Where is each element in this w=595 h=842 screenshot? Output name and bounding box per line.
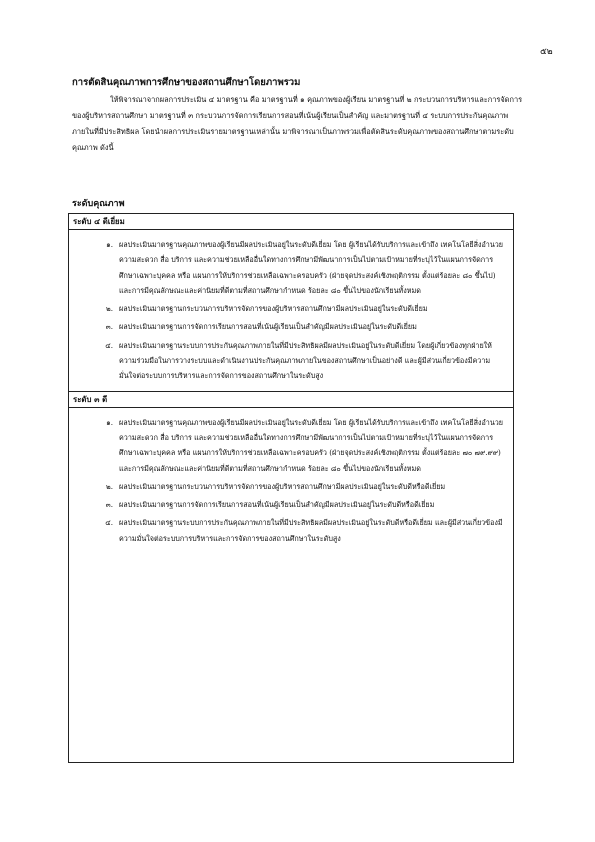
- criteria-item: [69, 319, 507, 334]
- criteria-item: [69, 497, 507, 512]
- criteria-item: [69, 338, 507, 384]
- criteria-number: ๔.: [105, 518, 113, 528]
- page-number: ๕๒: [540, 47, 553, 57]
- section-heading: การตัดสินคุณภาพการศึกษาของสถานศึกษาโดยภาพรวม: [72, 77, 301, 88]
- criteria-number: ๑.: [106, 417, 113, 427]
- criteria-item: [69, 301, 507, 316]
- criteria-number: ๒.: [105, 304, 113, 314]
- intro-text: ให้พิจารณาจากผลการประเมิน ๔ มาตรฐาน คือ มาตรฐานที่ ๑ คุณภาพของผู้เรียน มาตรฐานที่ ๒ กระบวนการบริหารและการจัดการของผู้บริหารสถานศึกษา มาตรฐานที่ ๓ กระบวนการจัดการเรียนการสอนที่เน้นผู้เรียนเป็นสำคัญ และมาตรฐานที่ ๔ ระบบการประกันคุณภาพภายในที่มีประสิทธิผล โดยนำผลการประเมินรายมาตรฐานเหล่านั้น มาพิจารณาเป็นภาพรวมเพื่อตัดสินระดับคุณภาพของสถานศึกษาตามระดับคุณภาพ ดังนี้: [72, 95, 523, 152]
- criteria-number: ๔.: [105, 340, 113, 350]
- criteria-text: ผลประเมินมาตรฐานคุณภาพของผู้เรียนมีผลประเมินอยู่ในระดับดีเยี่ยม โดย ผู้เรียนได้รับบริการและเข้าถึง เทคโนโลยีสิ่งอำนวยความสะดวก สื่อ บริการ และความช่วยเหลืออื่นใดทางการศึกษามีพัฒนาการเป็นไปตามเป้าหมายที่ระบุไว้ในแผนการจัดการศึกษาเฉพาะบุคคล หรือ แผนการให้บริการช่วยเหลือเฉพาะครอบครัว (ฝ่ายจุดประสงค์เชิงพฤติกรรม ตั้งแต่ร้อยละ ๗๐ ๗๙.๙๙) และการมีคุณลักษณะและค่านิยมที่ดีตามที่สถานศึกษากำหนด ร้อยละ ๘๐ ขึ้นไปของนักเรียนทั้งหมด: [119, 417, 503, 473]
- quality-level-table: [68, 213, 514, 763]
- criteria-text: ผลประเมินมาตรฐานคุณภาพของผู้เรียนมีผลประเมินอยู่ในระดับดีเยี่ยม โดย ผู้เรียนได้รับบริการและเข้าถึง เทคโนโลยีสิ่งอำนวยความสะดวก สื่อ บริการ และความช่วยเหลืออื่นใดทางการศึกษามีพัฒนาการเป็นไปตามเป้าหมายที่ระบุไว้ในแผนการจัดการศึกษาเฉพาะบุคคล หรือ แผนการให้บริการช่วยเหลือเฉพาะครอบครัว (ฝ่ายจุดประสงค์เชิงพฤติกรรม ตั้งแต่ร้อยละ ๘๐ ขึ้นไป) และการมีคุณลักษณะและค่านิยมที่ดีตามที่สถานศึกษากำหนด ร้อยละ ๘๐ ขึ้นไปของนักเรียนทั้งหมด: [119, 240, 503, 295]
- criteria-item: [69, 415, 507, 476]
- criteria-item: [69, 515, 507, 546]
- criteria-number: ๓.: [105, 322, 113, 332]
- level-4-header: ระดับ ๔ ดีเยี่ยม: [69, 214, 513, 230]
- criteria-number: ๑.: [106, 240, 113, 249]
- criteria-number: ๒.: [105, 481, 113, 491]
- criteria-item: [69, 479, 507, 494]
- criteria-text: ผลประเมินมาตรฐานระบบการประกันคุณภาพภายในที่มีประสิทธิผลมีผลประเมินอยู่ในระดับดีหรือดีเยี่ยม และผู้มีส่วนเกี่ยวข้องมีความมั่นใจต่อระบบการบริหารและการจัดการของสถานศึกษาในระดับสูง: [119, 518, 503, 543]
- criteria-text: ผลประเมินมาตรฐานกระบวนการบริหารจัดการของผู้บริหารสถานศึกษามีผลประเมินอยู่ในระดับดีหรือดีเยี่ยม: [119, 481, 446, 491]
- criteria-text: ผลประเมินมาตรฐานระบบการประกันคุณภาพภายในที่มีประสิทธิผลมีผลประเมินอยู่ในระดับดีเยี่ยม โดยผู้เกี่ยวข้องทุกฝ่ายให้ความร่วมมือในการวางระบบและดำเนินงานประกันคุณภาพภายในของสถานศึกษาเป็นอย่างดี และผู้มีส่วนเกี่ยวข้องมีความมั่นใจต่อระบบการบริหารและการจัดการของสถานศึกษาในระดับสูง: [119, 340, 492, 381]
- criteria-text: ผลประเมินมาตรฐานกระบวนการบริหารจัดการของผู้บริหารสถานศึกษามีผลประเมินอยู่ในระดับดีเยี่ยม: [119, 304, 428, 314]
- level-4-criteria: [69, 230, 513, 391]
- criteria-text: ผลประเมินมาตรฐานการจัดการเรียนการสอนที่เน้นผู้เรียนเป็นสำคัญมีผลประเมินอยู่ในระดับดีหรือดีเยี่ยม: [119, 500, 435, 510]
- criteria-number: ๓.: [105, 500, 113, 510]
- criteria-item: [69, 237, 507, 298]
- level-3-criteria: [69, 408, 513, 553]
- level-3-header: ระดับ ๓ ดี: [69, 391, 513, 408]
- criteria-text: ผลประเมินมาตรฐานการจัดการเรียนการสอนที่เน้นผู้เรียนเป็นสำคัญมีผลประเมินอยู่ในระดับดีเยี่ยม: [119, 322, 417, 332]
- intro-paragraph: [72, 92, 524, 156]
- quality-level-heading: ระดับคุณภาพ: [72, 199, 125, 209]
